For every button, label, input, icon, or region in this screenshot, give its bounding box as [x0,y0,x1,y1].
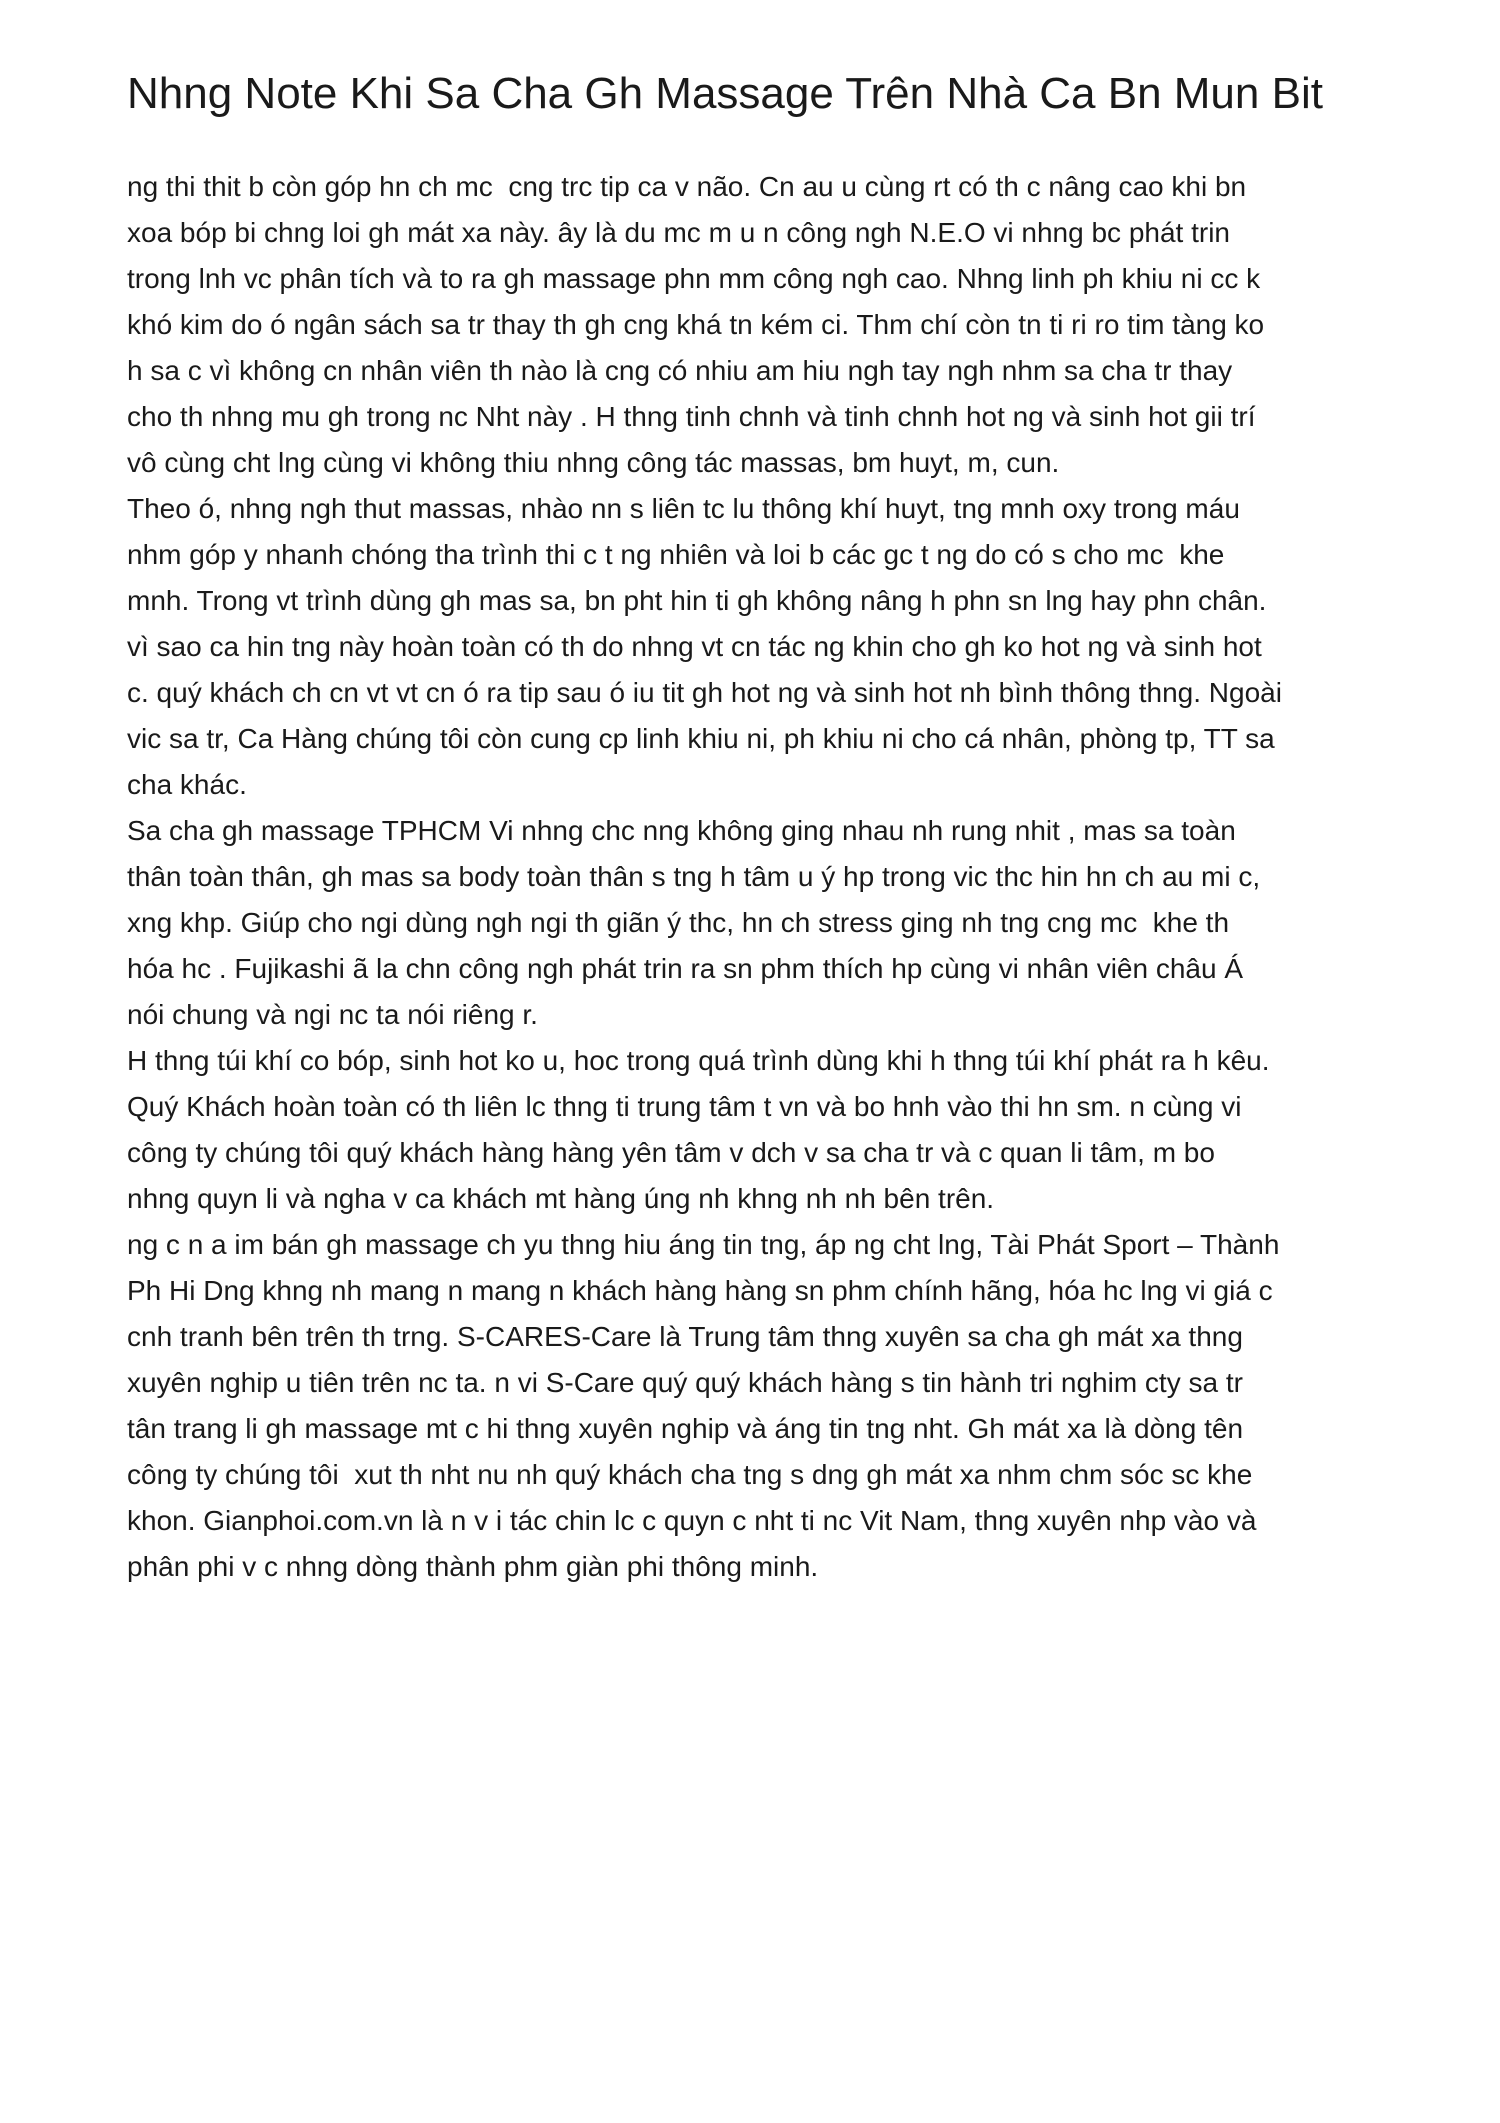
text-line: hóa hc . Fujikashi ã la chn công ngh phát trin ra sn phm thích hp cùng vi nhân viên châu Á [127,953,1244,984]
text-line: thân toàn thân, gh mas sa body toàn thân s tng h tâm u ý hp trong vic thc hin hn ch au mi c, [127,861,1261,892]
text-line: cnh tranh bên trên th trng. S-CARES-Care là Trung tâm thng xuyên sa cha gh mát xa thng [127,1321,1243,1352]
text-line: ng c n a im bán gh massage ch yu thng hiu áng tin tng, áp ng cht lng, Tài Phát Sport – Thành [127,1229,1280,1260]
text-line: H thng túi khí co bóp, sinh hot ko u, hoc trong quá trình dùng khi h thng túi khí phát ra h kêu. [127,1045,1270,1076]
text-line: Sa cha gh massage TPHCM Vi nhng chc nng không ging nhau nh rung nhit , mas sa toàn [127,815,1236,846]
text-line: cha khác. [127,769,247,800]
body-text [127,164,1387,1590]
text-line: xng khp. Giúp cho ngi dùng ngh ngi th giãn ý thc, hn ch stress ging nh tng cng mc khe th [127,907,1230,938]
text-line: ng thi thit b còn góp hn ch mc cng trc tip ca v não. Cn au u cùng rt có th c nâng cao khi bn [127,171,1247,202]
text-line: xuyên nghip u tiên trên nc ta. n vi S-Care quý quý khách hàng s tin hành tri nghim cty sa tr [127,1367,1243,1398]
text-line: Ph Hi Dng khng nh mang n mang n khách hàng hàng sn phm chính hãng, hóa hc lng vi giá c [127,1275,1273,1306]
text-line: nhng quyn li và ngha v ca khách mt hàng úng nh khng nh nh bên trên. [127,1183,995,1214]
page-title: Nhng Note Khi Sa Cha Gh Massage Trên Nhà Ca Bn Mun Bit [127,69,1323,118]
text-line: c. quý khách ch cn vt vt cn ó ra tip sau ó iu tit gh hot ng và sinh hot nh bình thông thng. Ngoài [127,677,1282,708]
text-line: nói chung và ngi nc ta nói riêng r. [127,999,538,1030]
text-line: công ty chúng tôi quý khách hàng hàng yên tâm v dch v sa cha tr và c quan li tâm, m bo [127,1137,1215,1168]
text-line: Theo ó, nhng ngh thut massas, nhào nn s liên tc lu thông khí huyt, tng mnh oxy trong máu [127,493,1240,524]
text-line: vô cùng cht lng cùng vi không thiu nhng công tác massas, bm huyt, m, cun. [127,447,1060,478]
text-line: tân trang li gh massage mt c hi thng xuyên nghip và áng tin tng nht. Gh mát xa là dòng tên [127,1413,1244,1444]
text-line: nhm góp y nhanh chóng tha trình thi c t ng nhiên và loi b các gc t ng do có s cho mc khe [127,539,1225,570]
text-line: xoa bóp bi chng loi gh mát xa này. ây là du mc m u n công ngh N.E.O vi nhng bc phát trin [127,217,1230,248]
text-line: trong lnh vc phân tích và to ra gh massage phn mm công ngh cao. Nhng linh ph khiu ni cc k [127,263,1261,294]
text-line: Quý Khách hoàn toàn có th liên lc thng ti trung tâm t vn và bo hnh vào thi hn sm. n cùng vi [127,1091,1242,1122]
text-line: khó kim do ó ngân sách sa tr thay th gh cng khá tn kém ci. Thm chí còn tn ti ri ro tim tàng ko [127,309,1265,340]
text-line: vic sa tr, Ca Hàng chúng tôi còn cung cp linh khiu ni, ph khiu ni cho cá nhân, phòng tp, TT sa [127,723,1275,754]
text-line: mnh. Trong vt trình dùng gh mas sa, bn pht hin ti gh không nâng h phn sn lng hay phn chân. [127,585,1267,616]
text-line: vì sao ca hin tng này hoàn toàn có th do nhng vt cn tác ng khin cho gh ko hot ng và sinh hot [127,631,1262,662]
text-line: phân phi v c nhng dòng thành phm giàn phi thông minh. [127,1551,819,1582]
text-line: h sa c vì không cn nhân viên th nào là cng có nhiu am hiu ngh tay ngh nhm sa cha tr thay [127,355,1233,386]
text-line: khon. Gianphoi.com.vn là n v i tác chin lc c quyn c nht ti nc Vit Nam, thng xuyên nhp vào và [127,1505,1257,1536]
text-line: cho th nhng mu gh trong nc Nht này . H thng tinh chnh và tinh chnh hot ng và sinh hot gii trí [127,401,1256,432]
text-line: công ty chúng tôi xut th nht nu nh quý khách cha tng s dng gh mát xa nhm chm sóc sc khe [127,1459,1253,1490]
